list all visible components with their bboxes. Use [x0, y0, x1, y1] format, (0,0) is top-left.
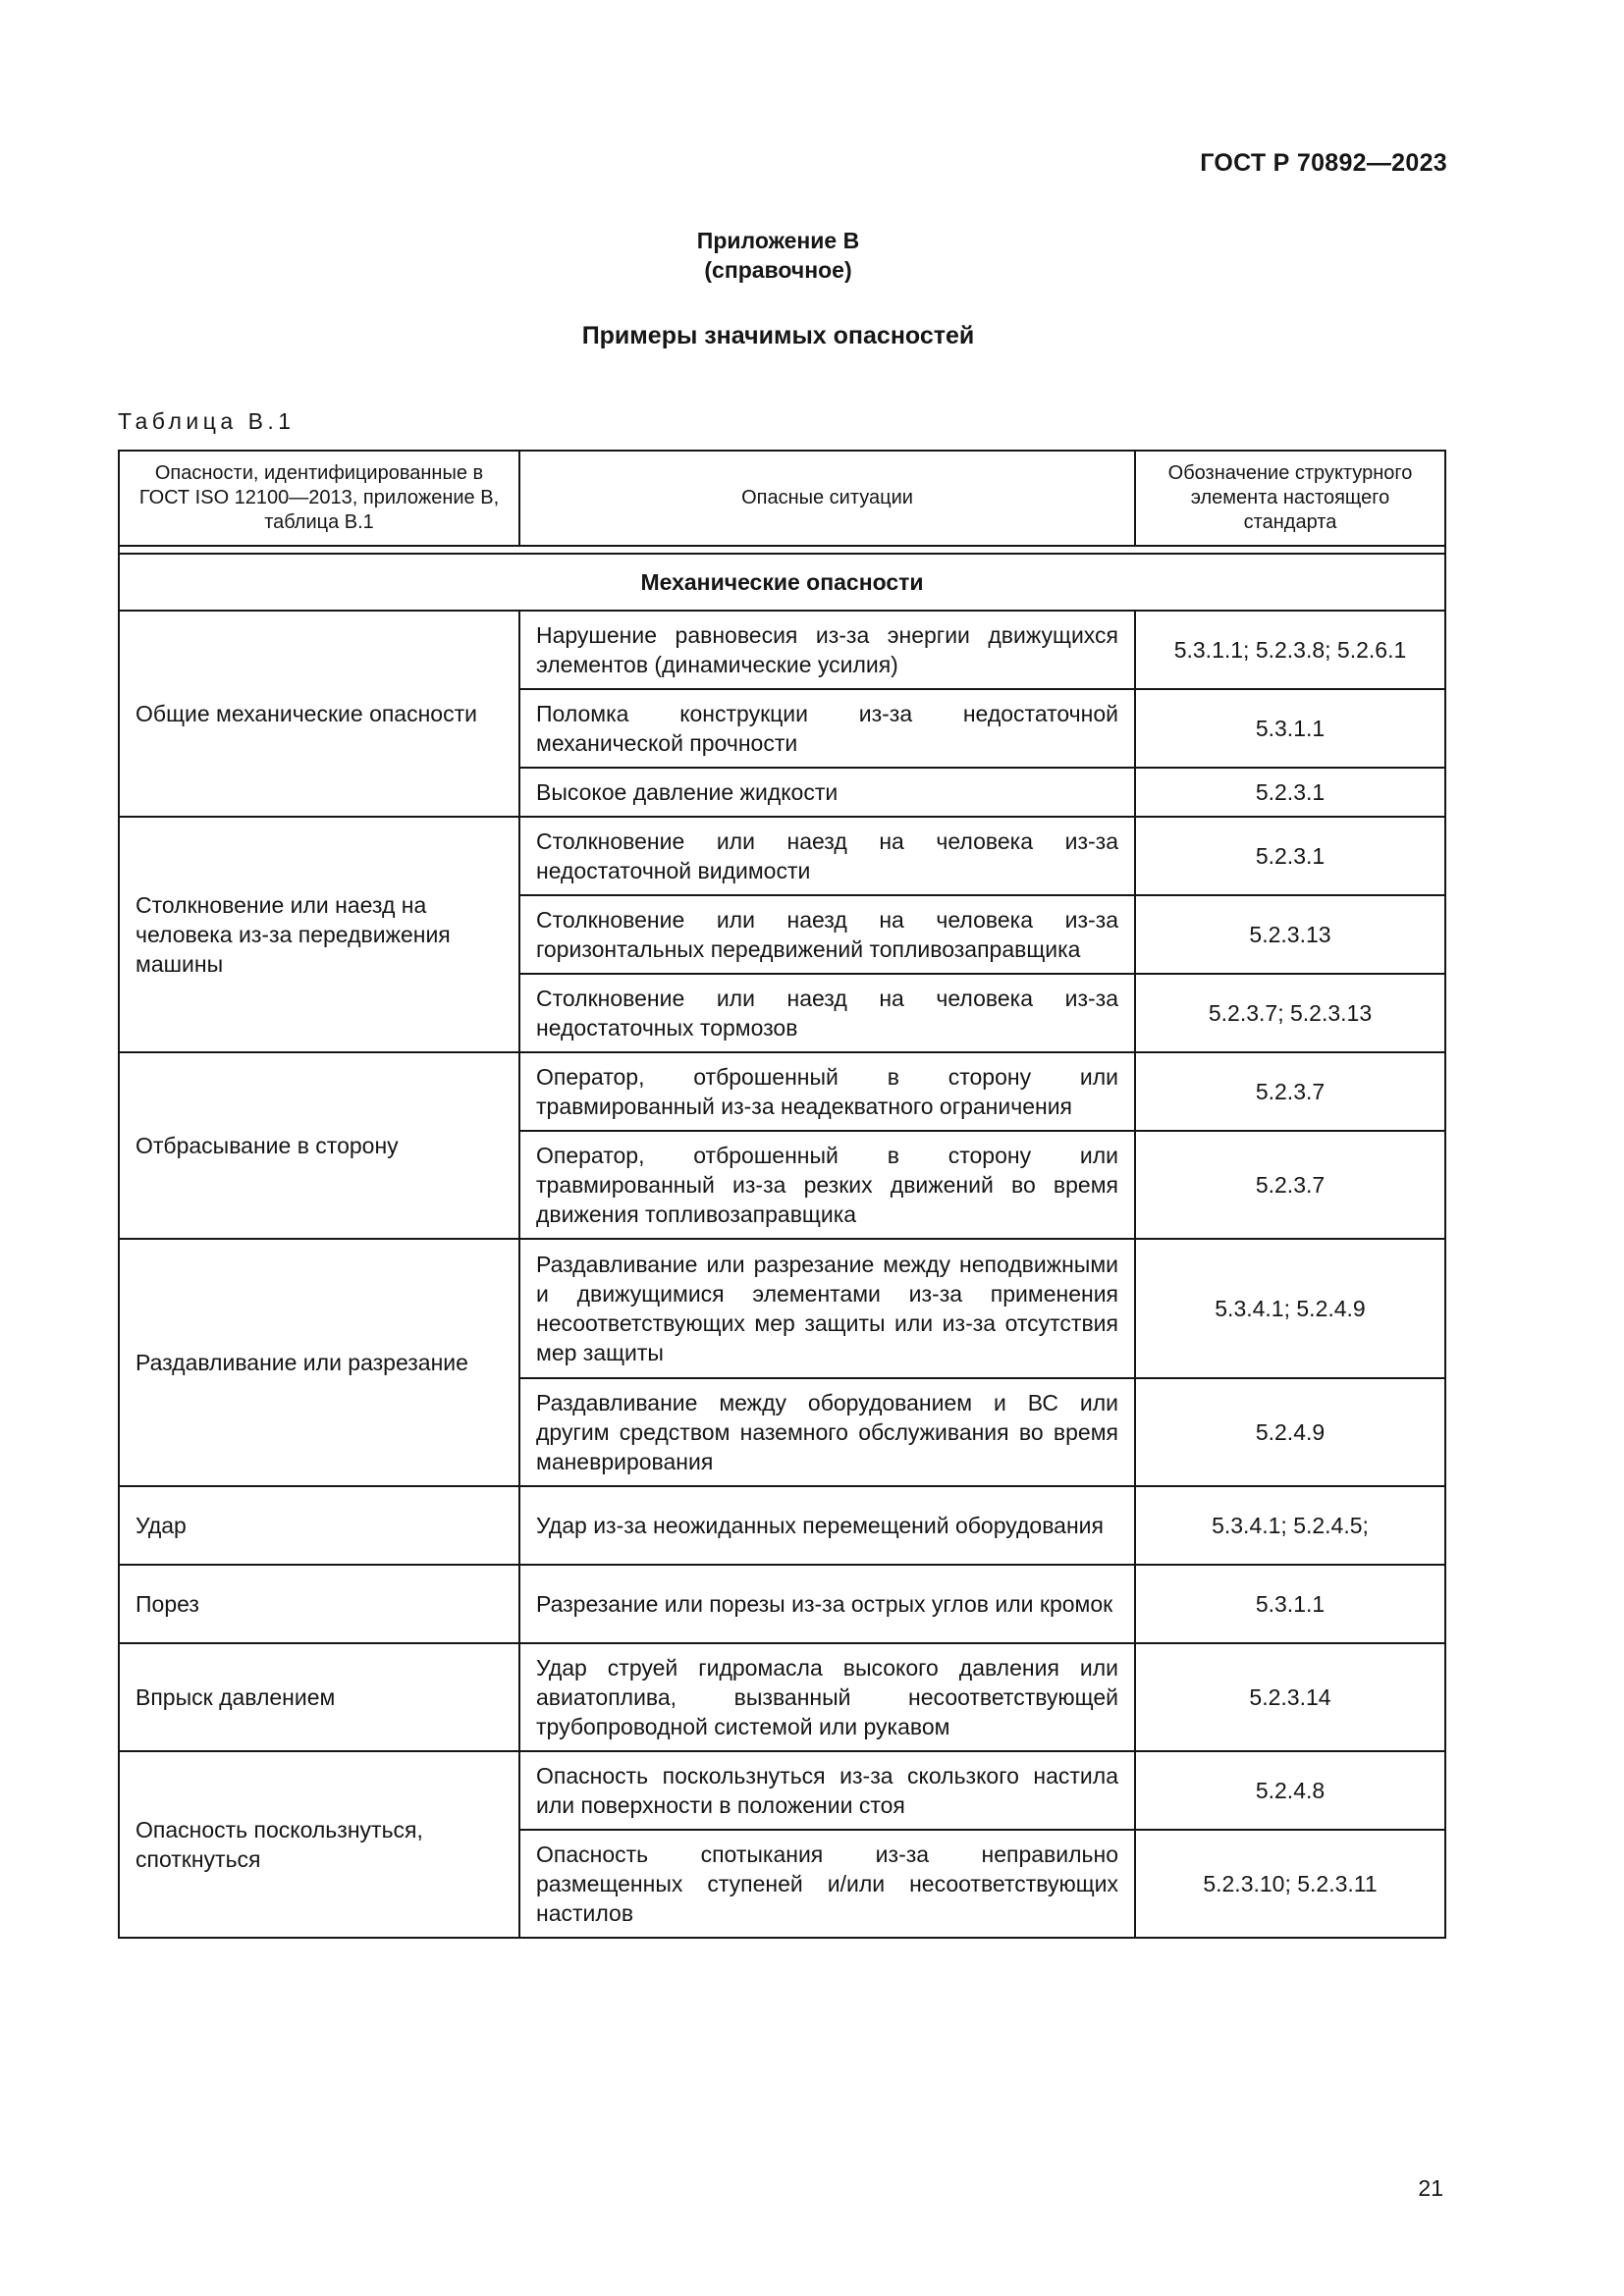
- situation-cell: Столкновение или наезд на человека из-за недостаточных тормозов: [519, 974, 1135, 1052]
- hazard-cell: Общие механические опасности: [119, 611, 519, 817]
- situation-cell: Столкновение или наезд на человека из-за горизонтальных передвижений топливозаправщика: [519, 895, 1135, 974]
- reference-cell: 5.3.4.1; 5.2.4.5;: [1135, 1486, 1445, 1565]
- reference-cell: 5.2.3.1: [1135, 768, 1445, 817]
- table-header-row: [119, 451, 1445, 546]
- situation-cell: Раздавливание между оборудованием и ВС или другим средством наземного обслуживания во время маневрирования: [519, 1378, 1135, 1486]
- situation-cell: Нарушение равновесия из-за энергии движущихся элементов (динамические усилия): [519, 611, 1135, 689]
- reference-cell: 5.3.4.1; 5.2.4.9: [1135, 1239, 1445, 1378]
- hazard-cell: Столкновение или наезд на человека из-за передвижения машины: [119, 817, 519, 1052]
- situation-cell: Опасность спотыкания из-за неправильно размещенных ступеней и/или несоответствующих настилов: [519, 1830, 1135, 1938]
- situation-cell: Оператор, отброшенный в сторону или травмированный из-за неадекватного ограничения: [519, 1052, 1135, 1131]
- appendix-title: Приложение В: [696, 228, 860, 253]
- reference-cell: 5.2.3.10; 5.2.3.11: [1135, 1830, 1445, 1938]
- reference-cell: 5.2.4.8: [1135, 1751, 1445, 1830]
- hazard-cell: Опасность поскользнуться, споткнуться: [119, 1751, 519, 1938]
- situation-cell: Удар из-за неожиданных перемещений оборудования: [519, 1486, 1135, 1565]
- hazards-table: [118, 450, 1446, 1939]
- reference-cell: 5.3.1.1: [1135, 1565, 1445, 1643]
- reference-cell: 5.2.3.7; 5.2.3.13: [1135, 974, 1445, 1052]
- column-header-hazards: Опасности, идентифицированные в ГОСТ ISO 12100—2013, приложение В, таблица В.1: [119, 451, 519, 546]
- section-row: [119, 554, 1445, 611]
- appendix-subtitle: (справочное): [704, 257, 852, 283]
- situation-cell: Высокое давление жидкости: [519, 768, 1135, 817]
- reference-cell: 5.2.3.7: [1135, 1052, 1445, 1131]
- situation-cell: Оператор, отброшенный в сторону или травмированный из-за резких движений во время движения топливозаправщика: [519, 1131, 1135, 1239]
- table-row: [119, 817, 1445, 895]
- table-row: [119, 1486, 1445, 1565]
- situation-cell: Поломка конструкции из-за недостаточной механической прочности: [519, 689, 1135, 768]
- table-row: [119, 1239, 1445, 1378]
- table-row: [119, 1565, 1445, 1643]
- reference-cell: 5.2.3.13: [1135, 895, 1445, 974]
- standard-code: ГОСТ Р 70892—2023: [1200, 149, 1447, 177]
- reference-cell: 5.2.3.1: [1135, 817, 1445, 895]
- reference-cell: 5.3.1.1: [1135, 689, 1445, 768]
- table-row: [119, 1751, 1445, 1830]
- hazard-cell: Порез: [119, 1565, 519, 1643]
- document-title: Примеры значимых опасностей: [581, 322, 975, 349]
- reference-cell: 5.2.4.9: [1135, 1378, 1445, 1486]
- column-header-situations: Опасные ситуации: [519, 451, 1135, 546]
- page-number: 21: [1418, 2175, 1443, 2201]
- column-header-reference: Обозначение структурного элемента настоящего стандарта: [1135, 451, 1445, 546]
- situation-cell: Удар струей гидромасла высокого давления или авиатоплива, вызванный несоответствующей трубопроводной системой или рукавом: [519, 1643, 1135, 1751]
- reference-cell: 5.3.1.1; 5.2.3.8; 5.2.6.1: [1135, 611, 1445, 689]
- hazard-cell: Удар: [119, 1486, 519, 1565]
- situation-cell: Опасность поскользнуться из-за скользкого настила или поверхности в положении стоя: [519, 1751, 1135, 1830]
- table-row: [119, 611, 1445, 689]
- situation-cell: Раздавливание или разрезание между неподвижными и движущимися элементами из-за применения несоответствующих мер защиты или из-за отсутствия мер защиты: [519, 1239, 1135, 1378]
- hazard-cell: Отбрасывание в сторону: [119, 1052, 519, 1239]
- table-label: Таблица В.1: [118, 408, 296, 434]
- situation-cell: Разрезание или порезы из-за острых углов или кромок: [519, 1565, 1135, 1643]
- situation-cell: Столкновение или наезд на человека из-за недостаточной видимости: [519, 817, 1135, 895]
- table-row: [119, 1643, 1445, 1751]
- header-gap: [119, 546, 1445, 554]
- appendix-heading: [0, 226, 1556, 285]
- hazard-cell: Раздавливание или разрезание: [119, 1239, 519, 1486]
- reference-cell: 5.2.3.14: [1135, 1643, 1445, 1751]
- section-title: Механические опасности: [119, 554, 1445, 611]
- hazard-cell: Впрыск давлением: [119, 1643, 519, 1751]
- reference-cell: 5.2.3.7: [1135, 1131, 1445, 1239]
- table-row: [119, 1052, 1445, 1131]
